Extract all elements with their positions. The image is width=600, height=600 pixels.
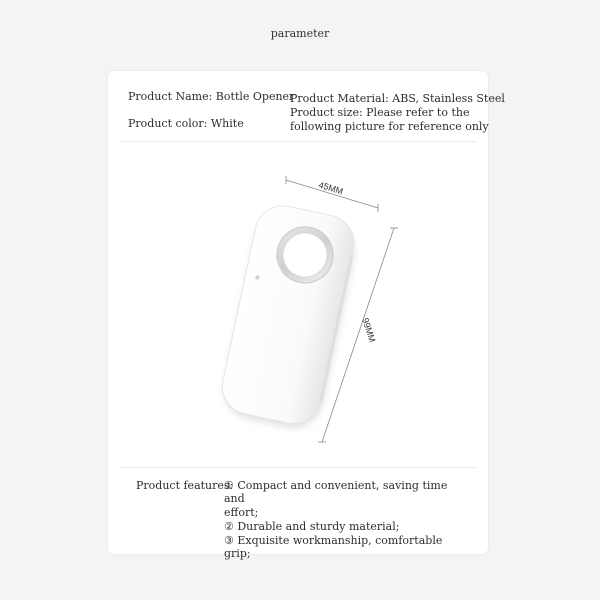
width-label: 45MM	[317, 179, 345, 197]
product-size-line2: following picture for reference only	[290, 120, 489, 133]
product-material: Product Material: ABS, Stainless Steel	[290, 92, 505, 105]
product-size-line1: Product size: Please refer to the	[290, 106, 470, 119]
bottom-divider	[120, 467, 476, 468]
feature-item: ② Durable and sturdy material;	[224, 520, 400, 533]
product-figure	[178, 166, 408, 466]
feature-item: ③ Exquisite workmanship, comfortable grip;	[224, 534, 443, 560]
features-label: Product features:	[136, 479, 234, 492]
product-name: Product Name: Bottle Opener	[128, 90, 295, 103]
product-color: Product color: White	[128, 117, 244, 130]
features-list	[224, 479, 454, 561]
top-divider	[120, 141, 476, 142]
feature-item: effort;	[224, 506, 259, 519]
height-label: 99MM	[360, 316, 378, 344]
parameter-card	[108, 71, 505, 560]
width-dimension	[286, 176, 378, 212]
feature-item: ① Compact and convenient, saving time and	[224, 479, 448, 505]
page-heading: parameter	[270, 27, 330, 40]
